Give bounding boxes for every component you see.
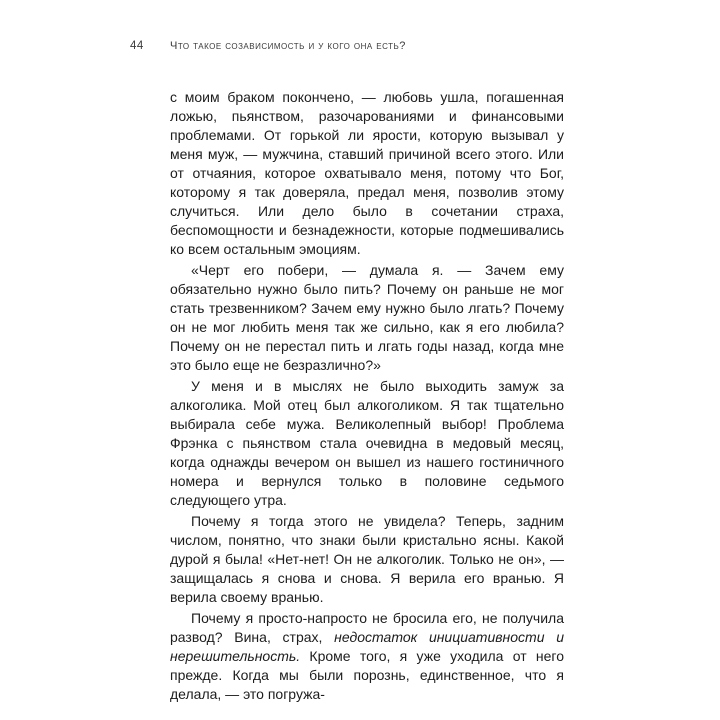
text-run: Почему я просто-напросто не бросила его, не получила развод? Вина, страх, [170,610,564,645]
text-run: «Черт его побери, — думала я. — Зачем ему обязательно нужно было пить? Почему он раньше не мог стать трезвенником? Зачем ему нужно было лгать? Почему он не мог любить меня так же сильно, как я его любила? Почему он не перестал пить и лгать годы назад, когда мне это было еще не безразлично?» [170,262,564,373]
paragraph [170,377,564,510]
paragraph [170,609,564,704]
page-body [170,88,564,706]
text-run: У меня и в мыслях не было выходить замуж за алкоголика. Мой отец был алкоголиком. Я так тщательно выбирала себе мужа. Великолепный выбор! Проблема Фрэнка с пьянством стала очевидна в медовый месяц, когда однажды вечером он вышел из нашего гостиничного номера и вернулся только в половине седьмого следующего утра. [170,378,564,508]
paragraph [170,512,564,607]
running-header-title: Что такое созависимость и у кого она есть? [170,40,406,52]
paragraph [170,88,564,259]
text-run: с моим браком покончено, — любовь ушла, погашенная ложью, пьянством, разочарованиями и финансовыми проблемами. От горькой ли ярости, которую вызывал у меня муж, — мужчина, ставший причиной всего этого. Или от отчаяния, которое охватывало меня, потому что Бог, которому я так доверяла, предал меня, позволив этому случиться. Или дело было в сочетании страха, беспомощности и безнадежности, которые подмешивались ко всем остальным эмоциям. [170,89,564,257]
paragraph [170,261,564,375]
page-number: 44 [130,40,144,52]
text-run: Кроме того, я уже уходила от него прежде. Когда мы были порознь, единственное, что я делала, — это погружа- [170,648,564,702]
italic-text-run: недостаток инициативности и нерешительность. [170,629,565,664]
text-run: Почему я тогда этого не увидела? Теперь, задним числом, понятно, что знаки были кристально ясны. Какой дурой я была! «Нет-нет! Он не алкоголик. Только не он», — защищалась я снова и снова. Я верила его вранью. Я верила своему вранью. [170,513,564,605]
